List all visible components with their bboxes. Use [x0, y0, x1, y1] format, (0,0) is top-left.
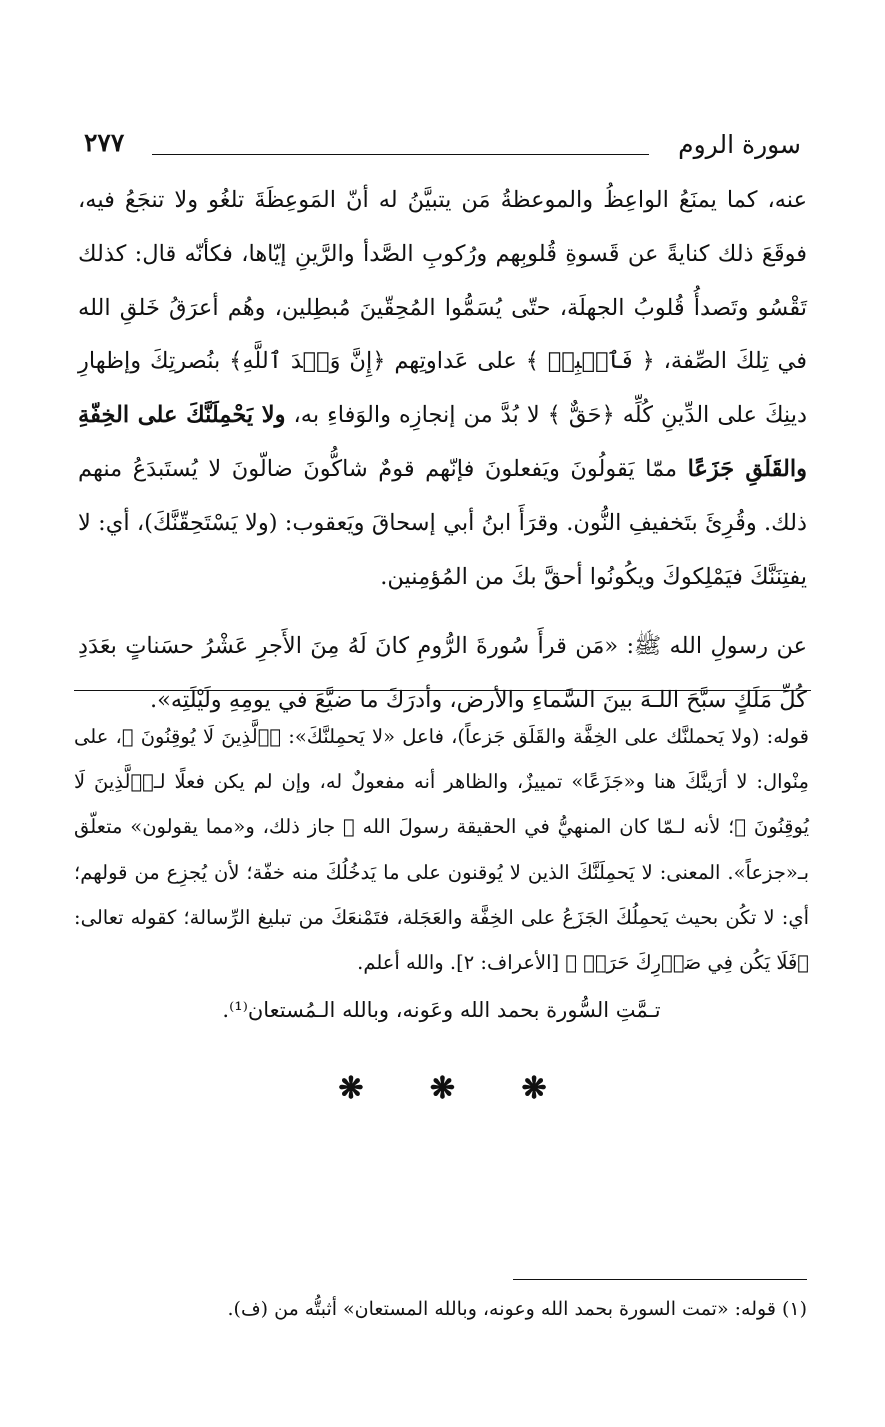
- running-header: [84, 124, 801, 164]
- footnote-text: (١) قوله: «تمت السورة بحمد الله وعونه، وبالله المستعان» أثبتُّه من (ف).: [227, 1298, 807, 1320]
- page-number: ٢٧٧: [84, 128, 125, 157]
- footnote: [78, 1294, 807, 1324]
- tafsir-text-a: عنه، كما يمنَعُ الواعِظُ والموعظةُ مَن يتبيَّنُ له أنّ المَوعِظَةَ تلغُو ولا تنجَعُ فيه، فوقَعَ ذلك كنايةً عن قَسوةِ قُلوبِهم ورُكوبِ الصَّدأ والرَّينِ إيّاها، فكأنّه قال: كذلك تَقْسُو وتَصدأُ قُلوبُ الجهلَة، حتّى يُسَمُّوا المُحِقّينَ مُبطِلين، وهُم أعرَقُ خَلقِ الله في تِلكَ الصِّفة، ﴿ فَٱصۡبِرۡ ﴾ على عَداوتِهم ﴿إِنَّ وَعۡدَ ٱللَّهِ﴾ بنُصرتِكَ وإظهارِ دينِكَ على الدِّينِ كُلِّه ﴿حَقٌّ ﴾ لا بُدَّ من إنجازِه والوَفاءِ به،: [78, 187, 808, 429]
- star-icon: ❋: [521, 1071, 547, 1106]
- hadith-paragraph: عن رسولِ الله ﷺ: «مَن قرأَ سُورةَ الرُّومِ كانَ لَهُ مِنَ الأَجرِ عَشْرُ حسَناتٍ بعَدَدِ كُلِّ مَلَكٍ سبَّحَ اللـهَ بينَ السَّماءِ والأرض، وأدرَكَ ما ضيَّعَ في يومِهِ ولَيْلَتِه».: [78, 633, 807, 714]
- commentary-divider: [74, 690, 811, 691]
- star-icon: ❋: [338, 1071, 364, 1106]
- main-text: [78, 174, 807, 728]
- surah-title: سورة الروم: [678, 130, 801, 159]
- closing-line: تـمَّتِ السُّورة بحمد الله وعَونه، وبالله الـمُستعان⁽¹⁾.: [222, 998, 661, 1022]
- tafsir-text-b: ممّا يَقولُونَ ويَفعلونَ فإنّهم قومٌ شاكُّونَ ضالّونَ لا يُستَبدَعُ منهم ذلك. وقُرِئَ بتَخفيفِ النُّون. وقرَأَ ابنُ أبي إسحاقَ ويَعقوب: (ولا يَسْتَحِقّنَّكَ)، أي: لا يفتِنَنَّكَ فيَمْلِكوكَ ويكُونُوا أحقَّ بكَ من المُؤمِنين.: [78, 455, 807, 590]
- tafsir-bold-phrase: ولا يَحْمِلَنَّكَ على الخِفّةِ والقَلَقِ جَزَعًا: [78, 402, 807, 482]
- commentary-block: [74, 714, 809, 985]
- commentary-paragraph: قوله: (ولا يَحملنَّك على الخِفَّة والقَلَق جَزعاً)، فاعل «لا يَحمِلنَّكَ»: ﴿ٱلَّذِينَ لَا يُوقِنُونَ ﴾، على مِنْوال: لا أرَينَّكَ هنا و«جَزَعًا» تمييزٌ، والظاهر أنه مفعولٌ له، وإن لم يكن فعلًا لـ﴿ٱلَّذِينَ لَا يُوقِنُونَ ﴾؛ لأنه لـمّا كان المنهيُّ في الحقيقة رسولَ الله ﷺ جاز ذلك، و«مما يقولون» متعلّق بـ«جزعاً». المعنى: لا يَحمِلَنَّكَ الذين لا يُوقنون على ما يَدخُلُكَ منه خفّة؛ لأن يُجزِع من قولهم؛ أي: لا تكُن بحيث يَحمِلُكَ الجَزَعُ على الخِفَّة والعَجَلة، فتَمْنعَكَ من تبليغ الرِّسالة؛ كقوله تعالى: ﴿فَلَا يَكُن فِي صَدۡرِكَ حَرَجٞ ﴾ [الأعراف: ٢]. والله أعلم.: [74, 725, 809, 975]
- tafsir-paragraph: [78, 174, 807, 604]
- header-rule: [152, 154, 649, 155]
- footnote-divider: [513, 1279, 807, 1280]
- star-separator: [0, 1071, 885, 1106]
- star-icon: ❋: [429, 1071, 456, 1106]
